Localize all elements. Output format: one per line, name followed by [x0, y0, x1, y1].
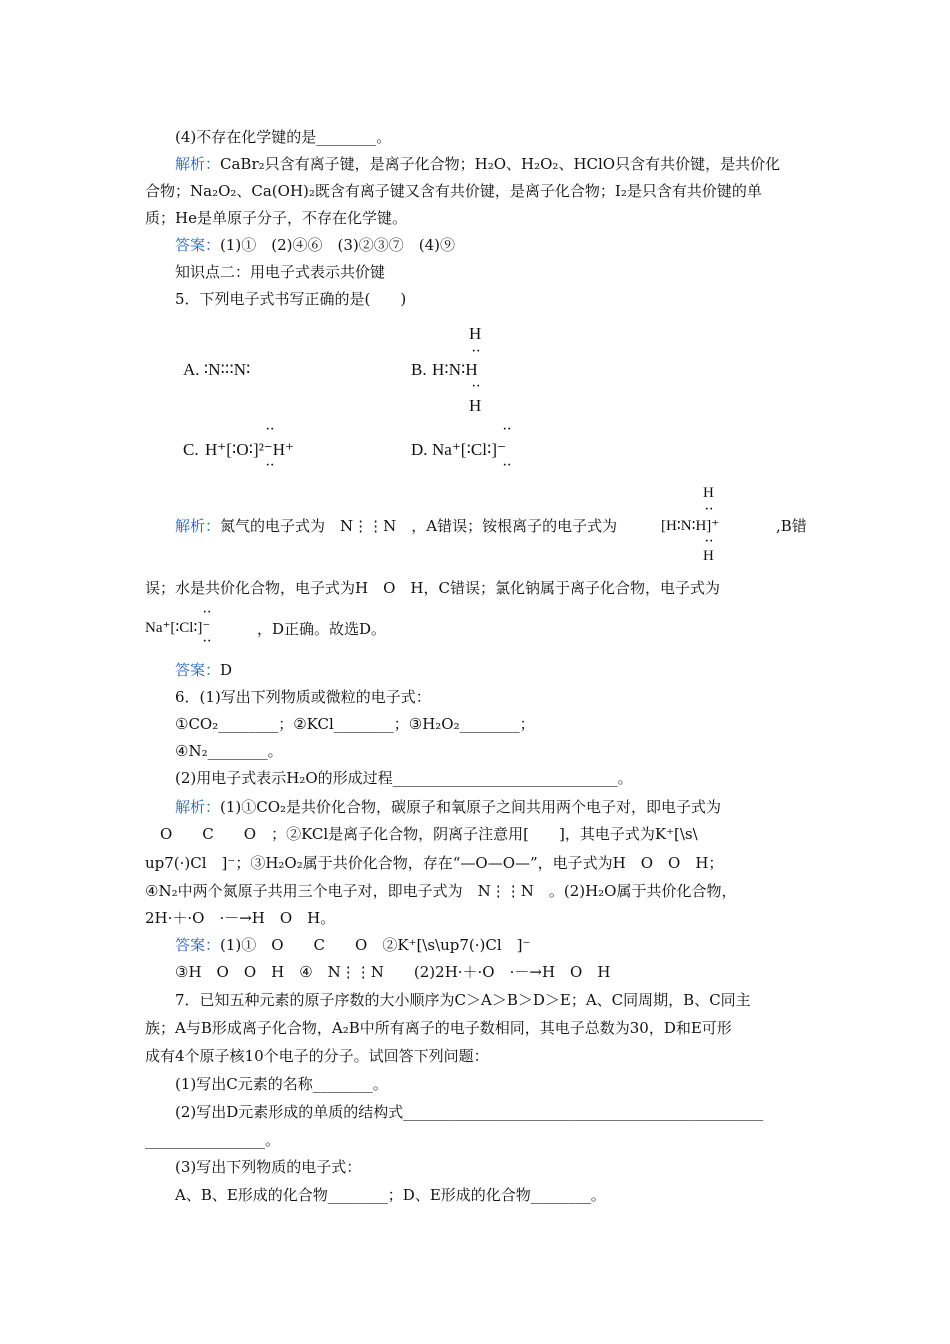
analysis-line	[175, 516, 617, 536]
text-line: (3)写出下列物质的电子式：	[175, 1158, 362, 1176]
electron-dots: ··	[472, 346, 481, 357]
analysis-line	[175, 154, 780, 174]
text-line: ①CO₂________；②KCl________；③H₂O₂________；	[175, 715, 535, 733]
ammonium-row: [H∶N∶H]⁺	[661, 518, 720, 534]
answer-tag: 答案：	[175, 936, 221, 954]
text-line: (1)写出C元素的名称________。	[175, 1075, 388, 1093]
analysis-text: CaBr₂只含有离子键，是离子化合物；H₂O、H₂O₂、HClO只含有共价键，是共价化	[220, 155, 781, 173]
text-line: (2)写出D元素形成的单质的结构式________________________________________________	[175, 1103, 764, 1121]
question-6: 6．(1)写出下列物质或微粒的电子式：	[175, 688, 431, 706]
text-line: ④N₂________。	[175, 742, 283, 760]
text-line: 合物；Na₂O₂、Ca(OH)₂既含有离子键又含有共价键，是离子化合物；I₂是只含有共价键的单	[145, 182, 762, 200]
electron-dots: ··	[503, 460, 512, 471]
option-d-label: D.	[411, 440, 428, 459]
text-line: (2)用电子式表示H₂O的形成过程______________________________。	[175, 769, 633, 787]
ammonium-bottom-h: H	[703, 548, 714, 564]
option-d-row: Na⁺[∶Cl∶]⁻	[432, 440, 507, 459]
text-line: 误；水是共价化合物，电子式为H O H，C错误；氯化钠属于离子化合物，电子式为	[145, 579, 720, 597]
text-line: ________________。	[145, 1131, 281, 1149]
option-c-row: H⁺[∶O∶]²⁻H⁺	[205, 440, 295, 459]
q4-line: (4)不存在化学键的是________。	[175, 128, 392, 146]
answer-line	[175, 935, 530, 955]
option-a: A. ∶N∶∶∶N∶	[183, 360, 251, 379]
answer-text: (1)① (2)④⑥ (3)②③⑦ (4)⑨	[220, 236, 456, 254]
question-7: 7．已知五种元素的原子序数的大小顺序为C＞A＞B＞D＞E；A、C同周期，B、C同主	[175, 991, 751, 1009]
analysis-tag: 解析：	[175, 517, 221, 535]
electron-dots: ··	[266, 424, 275, 435]
text-line: ，D正确。故选D。	[257, 620, 387, 638]
text-line: up7(·)Cl ]⁻；③H₂O₂属于共价化合物，存在“—O—O—”，电子式为H O O H；	[145, 854, 724, 872]
answer-text: (1)① O C O ②K⁺[\s\up7(·)Cl ]⁻	[220, 936, 531, 954]
text-line: 质；He是单原子分子，不存在化学键。	[145, 209, 407, 227]
electron-dots: ··	[503, 424, 512, 435]
text-line: 2H·＋·O ·－→H O H。	[145, 909, 336, 927]
option-b-bottom-h: H	[469, 396, 482, 415]
text-line: O C O ；②KCl是离子化合物，阴离子注意用[ ]，其电子式为K⁺[\s\	[145, 825, 698, 843]
answer-tag: 答案：	[175, 236, 221, 254]
answer-tag: 答案：	[175, 661, 221, 679]
text-line: A、B、E形成的化合物________；D、E形成的化合物________。	[175, 1186, 606, 1204]
analysis-tag: 解析：	[175, 798, 221, 816]
analysis-text: ,B错	[776, 517, 807, 535]
text-line: 成有4个原子核10个电子的分子。试回答下列问题：	[145, 1047, 489, 1065]
analysis-line	[175, 797, 721, 817]
section-heading: 知识点二：用电子式表示共价键	[175, 263, 386, 281]
ammonium-top-h: H	[703, 485, 714, 501]
answer-text: D	[220, 661, 233, 679]
nacl-formula: Na⁺[∶Cl∶]⁻	[145, 620, 211, 636]
electron-dots: ··	[203, 636, 212, 647]
option-b-row: H∶N∶H	[432, 360, 478, 379]
electron-dots: ··	[472, 381, 481, 392]
option-b-label: B.	[411, 360, 427, 379]
analysis-text: 氮气的电子式为 N⋮⋮N ，A错误；铵根离子的电子式为	[220, 517, 618, 535]
answer-line	[175, 660, 232, 680]
text-line: ④N₂中两个氮原子共用三个电子对，即电子式为 N⋮⋮N 。(2)H₂O属于共价化合物，	[145, 882, 737, 900]
option-b-top-h: H	[469, 324, 482, 343]
text-line: ③H O O H ④ N⋮⋮N (2)2H·＋·O ·－→H O H	[175, 963, 611, 981]
question-5: 5．下列电子式书写正确的是( )	[175, 290, 407, 308]
electron-dots: ··	[203, 607, 212, 618]
electron-dots: ··	[705, 536, 714, 547]
analysis-text: (1)①CO₂是共价化合物，碳原子和氧原子之间共用两个电子对，即电子式为	[220, 798, 722, 816]
text-line: 族；A与B形成离子化合物，A₂B中所有离子的电子数相同，其电子总数为30，D和E可形	[145, 1019, 732, 1037]
electron-dots: ··	[266, 460, 275, 471]
option-c-label: C.	[183, 440, 199, 459]
analysis-tag: 解析：	[175, 155, 221, 173]
answer-line	[175, 235, 455, 255]
electron-dots: ··	[705, 504, 714, 515]
